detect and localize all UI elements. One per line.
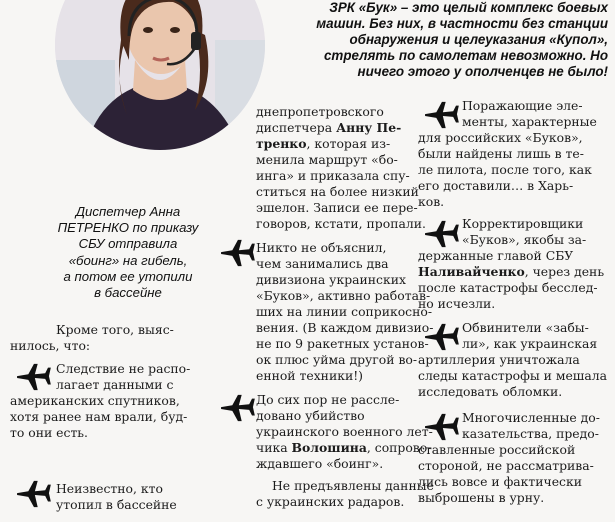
body-line: Обвинители «забы- xyxy=(462,320,589,335)
top-quote xyxy=(272,0,608,80)
airplane-icon xyxy=(422,219,460,249)
airplane-icon xyxy=(422,412,460,442)
caption-line: «боинг» на гибель, xyxy=(68,252,188,268)
body-line: тренко, которая из- xyxy=(256,136,391,151)
body-line: Неизвестно, кто xyxy=(56,481,163,496)
airplane-icon xyxy=(14,362,52,392)
body-line: Не предъявлены данные xyxy=(272,478,434,493)
quote-line: обнаружения и целеуказания «Купол», xyxy=(349,32,608,47)
airplane-icon xyxy=(14,479,52,509)
body-line: ли», как украинская xyxy=(462,336,598,351)
quote-line: машин. Без них, в частности без станции xyxy=(316,16,608,31)
body-line: артиллерия уничтожала xyxy=(418,352,580,367)
caption-line: ПЕТРЕНКО по приказу xyxy=(57,220,199,236)
caption-line: СБУ отправила xyxy=(78,236,178,252)
body-line: ставленные российской xyxy=(418,442,576,457)
body-line: американских спутников, xyxy=(10,393,180,408)
body-line: Корректировщики xyxy=(462,216,584,231)
body-line: инга» и приказала спу- xyxy=(256,168,410,183)
body-line: дивизиона украинских xyxy=(256,272,406,287)
body-line: Кроме того, выяс- xyxy=(56,322,174,337)
body-line: Наливайченко, через день xyxy=(418,264,605,279)
body-line: менты, характерные xyxy=(462,114,597,129)
body-line: лагает данными с xyxy=(56,377,174,392)
body-line: чем занимались два xyxy=(256,256,389,271)
body-line: хотя ранее нам врали, буд- xyxy=(10,409,188,424)
airplane-icon xyxy=(218,238,256,268)
quote-line: ЗРК «Бук» – это целый комплекс боевых xyxy=(329,0,608,15)
body-line: для российских «Буков», xyxy=(418,130,583,145)
caption-line: в бассейне xyxy=(94,285,162,301)
body-line: то они есть. xyxy=(10,425,88,440)
body-line: чика Волошина, сопрово- xyxy=(256,440,432,455)
body-line: ждавшего «боинг». xyxy=(256,456,384,471)
dispatcher-photo xyxy=(55,0,265,150)
body-line: не по 9 ракетных установ- xyxy=(256,336,429,351)
body-line: «Буков», активно работав- xyxy=(256,288,431,303)
body-line: ок плюс уйма другой во- xyxy=(256,352,418,367)
body-line: «Буков», якобы за- xyxy=(462,232,587,247)
body-line: довано убийство xyxy=(256,408,365,423)
body-line: стороной, не рассматрива- xyxy=(418,458,594,473)
body-line: нилось, что: xyxy=(10,338,91,353)
body-line: днепропетровского xyxy=(256,104,384,119)
body-line: исследовать обломки. xyxy=(418,384,563,399)
body-line: Многочисленные до- xyxy=(462,410,600,425)
body-line: но исчезли. xyxy=(418,296,496,311)
body-line: следы катастрофы и мешала xyxy=(418,368,607,383)
body-line: эшелон. Записи ее пере- xyxy=(256,200,418,215)
body-line: диспетчера Анну Пе- xyxy=(256,120,402,135)
body-line: лись вовсе и фактически xyxy=(418,474,582,489)
body-line: ле пилота, после того, как xyxy=(418,162,592,177)
body-line: после катастрофы бесслед- xyxy=(418,280,598,295)
body-line: ститься на более низкий xyxy=(256,184,419,199)
body-line: украинского военного лет- xyxy=(256,424,433,439)
caption-line: Диспетчер Анна xyxy=(75,204,181,219)
caption-line: а потом ее утопили xyxy=(63,268,193,284)
airplane-icon xyxy=(422,100,460,130)
body-line: с украинских радаров. xyxy=(256,494,405,509)
body-line: Поражающие эле- xyxy=(462,98,583,113)
airplane-icon xyxy=(422,322,460,352)
body-line: держанные главой СБУ xyxy=(418,248,574,263)
body-line: ков. xyxy=(418,194,445,209)
body-line: утопил в бассейне xyxy=(56,497,177,512)
body-line: До сих пор не рассле- xyxy=(256,392,400,407)
body-line: менила маршрут «бо- xyxy=(256,152,398,167)
quote-line: стрелять по самолетам невозможно. Но xyxy=(323,48,608,63)
airplane-icon xyxy=(218,393,256,423)
body-line: казательства, предо- xyxy=(462,426,599,441)
body-line: говоров, кстати, пропали. xyxy=(256,216,426,231)
body-line: были найдены лишь в те- xyxy=(418,146,584,161)
body-line: выброшены в урну. xyxy=(418,490,545,505)
photo-caption xyxy=(10,204,246,301)
quote-line: ничего этого у ополченцев не было! xyxy=(357,64,608,79)
body-line: Следствие не распо- xyxy=(56,361,191,376)
body-line: Никто не объяснил, xyxy=(256,240,387,255)
body-line: ших на линии соприкосно- xyxy=(256,304,433,319)
body-line: енной техники!) xyxy=(256,368,364,383)
body-line: его доставили… в Харь- xyxy=(418,178,574,193)
body-line: вения. (В каждом дивизио- xyxy=(256,320,434,335)
